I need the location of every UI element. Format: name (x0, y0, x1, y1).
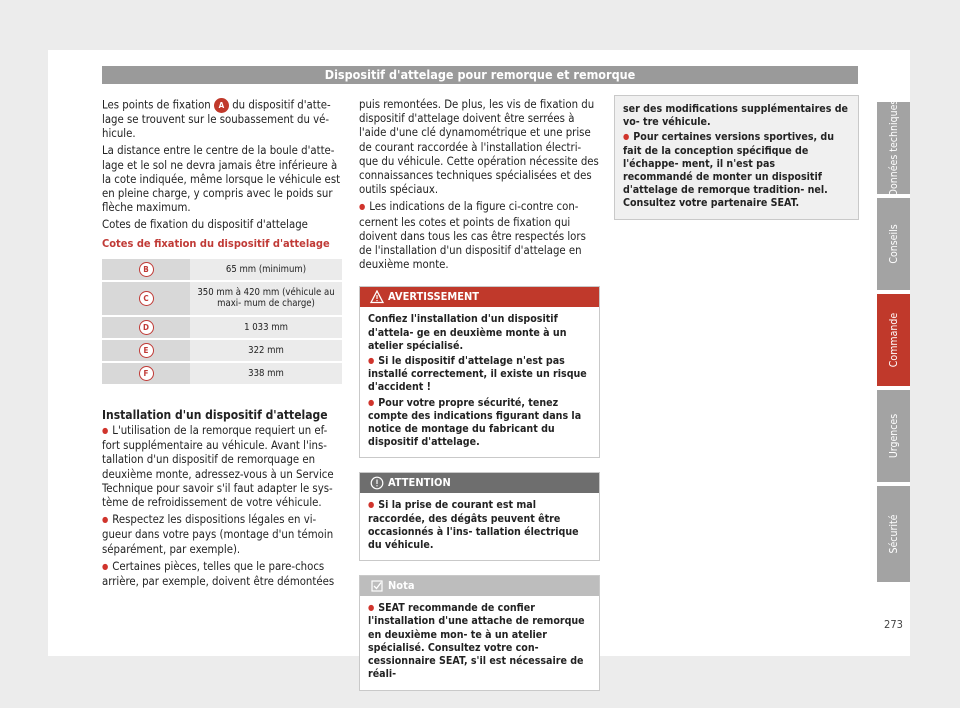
column-2 (359, 98, 600, 705)
tab-donnees-techniques[interactable]: Données techniques (877, 102, 910, 194)
bullet-item: ● L'utilisation de la remorque requiert un ef- fort supplémentaire au véhicule. Avant l'ins- tallation d'un dispositif de remorquage en deuxième monte, adressez-vous à un Service Technique pour savoir s'il faut adapter le sys- tème de refroidissement de votre véhicule. (102, 424, 342, 510)
bullet-item: ● Pour votre propre sécurité, tenez compte des indications figurant dans la notice de montage du fabricant du dispositif d'attelage. (368, 397, 589, 450)
page-number: 273 (884, 618, 903, 631)
fixation-points-paragraph: Les points de fixation A du dispositif d'atte- lage se trouvent sur le soubassement du vé- hicule. (102, 98, 331, 141)
column-1 (102, 98, 342, 592)
marker-a: A (214, 98, 229, 113)
dimensions-intro: Cotes de fixation du dispositif d'attelage (102, 218, 308, 232)
bullet-item: ● Pour certaines versions sportives, du fait de la conception spécifique de l'échappe- ment, il n'est pas recommandé de monter un dispositif d'attelage de remorque tradition- nel. Consultez votre partenaire SEAT. (623, 131, 848, 210)
marker-e: E (139, 343, 154, 358)
tab-commande[interactable]: Commande (877, 294, 910, 386)
table-cell: 65 mm (minimum) (190, 259, 342, 281)
warning-text: Confiez l'installation d'un dispositif d'attela- ge en deuxième monte à un atelier spécialisé. (368, 313, 567, 352)
tab-conseils[interactable]: Conseils (877, 198, 910, 290)
table-cell: 1 033 mm (190, 316, 342, 339)
note-icon (370, 579, 384, 593)
table-row (102, 339, 342, 362)
attention-title: ATTENTION (388, 476, 451, 490)
table-row (102, 259, 342, 281)
table-cell: 322 mm (190, 339, 342, 362)
attention-box (359, 472, 600, 561)
warning-box (359, 286, 600, 458)
bullet-item: ● Si la prise de courant est mal raccordée, des dégâts peuvent être occasionnés à l'ins- tallation électrique du véhicule. (368, 499, 589, 552)
column-3 (614, 95, 859, 234)
section-heading: Installation d'un dispositif d'attelage (102, 407, 328, 422)
table-cell: 338 mm (190, 362, 342, 385)
marker-f: F (139, 366, 154, 381)
table-row (102, 316, 342, 339)
tab-urgences[interactable]: Urgences (877, 390, 910, 482)
bullet-item: ● Si le dispositif d'attelage n'est pas installé correctement, il existe un risque d'accident ! (368, 355, 589, 395)
tab-securite[interactable]: Sécurité (877, 486, 910, 582)
bullet-item: ● Certaines pièces, telles que le pare-chocs arrière, par exemple, doivent être démontées (102, 560, 342, 589)
note-box (359, 575, 600, 690)
dimensions-table (102, 259, 342, 386)
warning-icon (370, 290, 384, 304)
table-cell: 350 mm à 420 mm (véhicule au maxi- mum de charge) (190, 281, 342, 316)
table-row (102, 281, 342, 316)
page-header-title: Dispositif d'attelage pour remorque et remorque (102, 66, 858, 84)
warning-title: AVERTISSEMENT (388, 290, 480, 304)
note-title: Nota (388, 579, 415, 593)
note-continuation: ser des modifications supplémentaires de vo- tre véhicule. (623, 103, 849, 129)
marker-c: C (139, 291, 154, 306)
bullet-item: ● Les indications de la figure ci-contre con- cernent les cotes et points de fixation qui doivent dans tous les cas être respectés lors de l'installation d'un dispositif d'attelage en deuxième monte. (359, 200, 600, 272)
table-title: Cotes de fixation du dispositif d'attelage (102, 236, 330, 250)
bullet-item: ● SEAT recommande de confier l'installation d'une attache de remorque en deuxième mon- te à un atelier spécialisé. Consultez votre con- cessionnaire SEAT, s'il est nécessaire de réali- (368, 602, 589, 681)
note-box-continued (614, 95, 859, 220)
marker-b: B (139, 262, 154, 277)
attention-icon (370, 476, 384, 490)
bullet-item: ● Respectez les dispositions légales en vi- gueur dans votre pays (montage d'un témoin séparément, par exemple). (102, 513, 342, 557)
continuation-paragraph: puis remontées. De plus, les vis de fixation du dispositif d'attelage doivent être serrées à l'aide d'une clé dynamométrique et une prise de courant raccordée à l'installation électri- que du véhicule. Cette opération nécessite des connaissances techniques spécialisées et des outils spéciaux. (359, 98, 599, 197)
distance-paragraph: La distance entre le centre de la boule d'atte- lage et le sol ne devra jamais être inférieure à la cote indiquée, même lorsque le véhicule est en pleine charge, y compris avec le poids sur flèche maximum. (102, 144, 341, 215)
table-row (102, 362, 342, 385)
marker-d: D (139, 320, 154, 335)
